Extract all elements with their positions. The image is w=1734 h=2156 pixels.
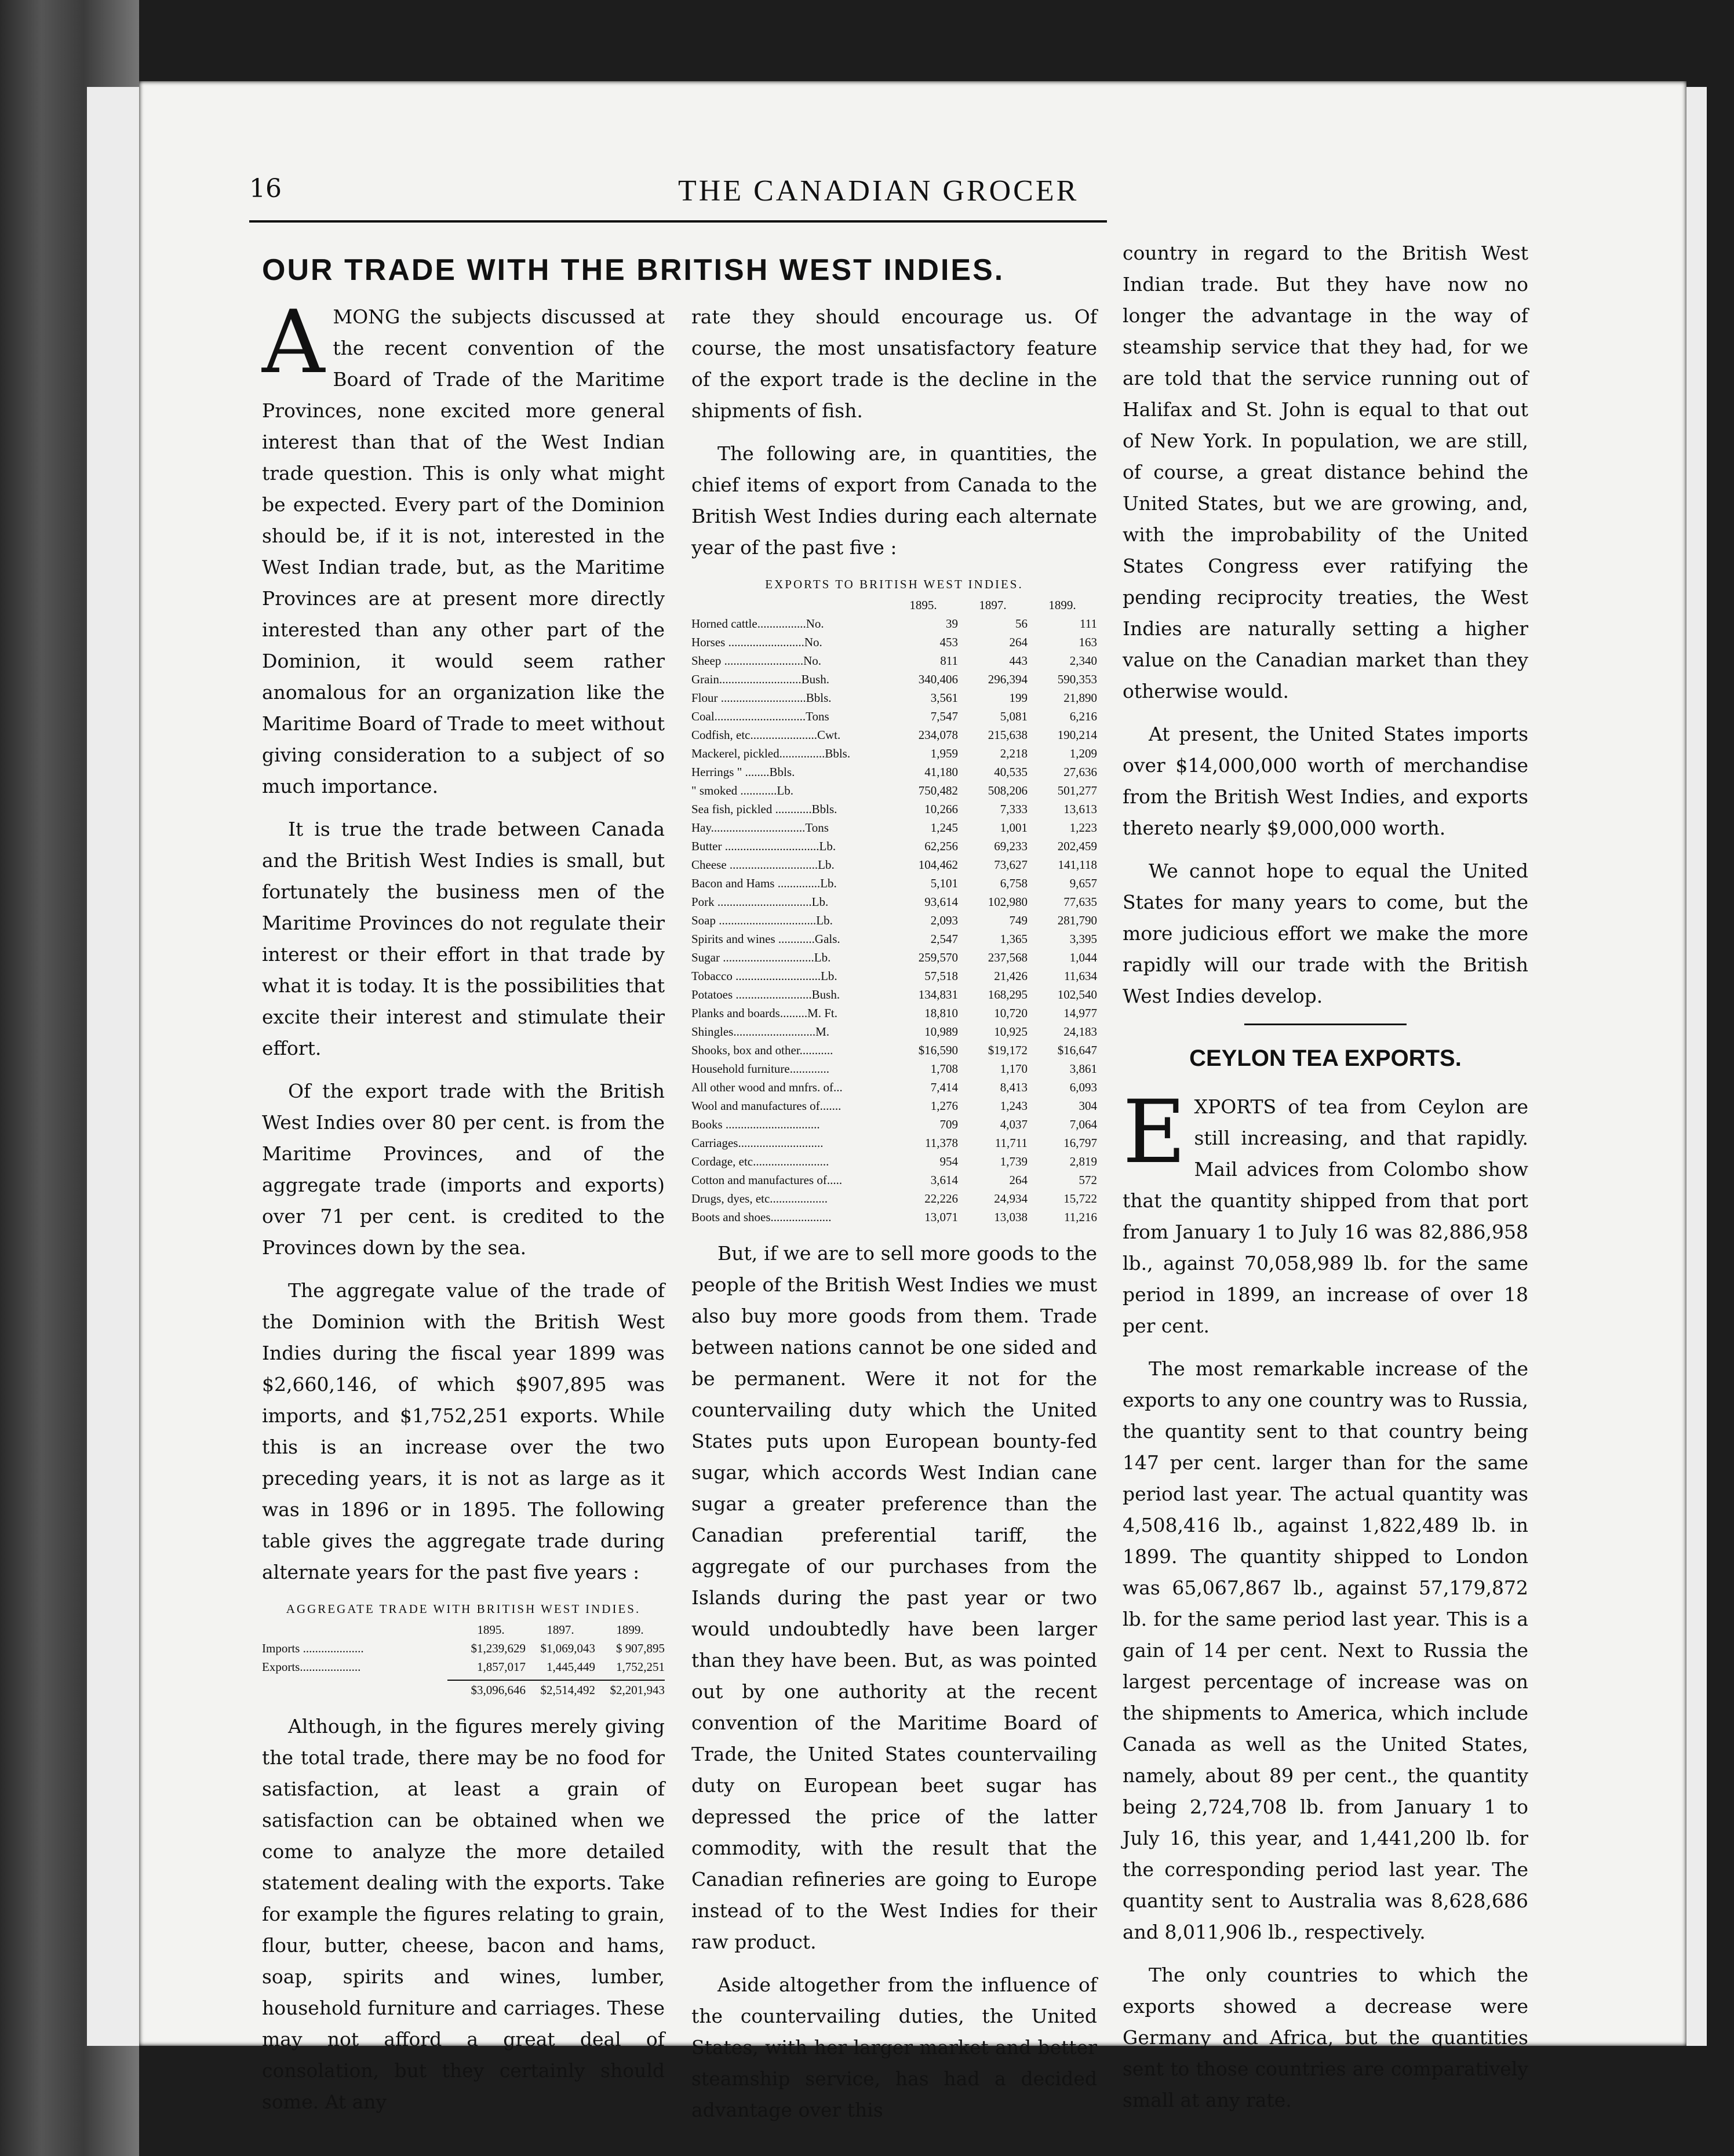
row-value: 5,101 (930, 876, 958, 890)
row-value: 93,614 (924, 895, 958, 909)
row-value: 590,353 (1057, 672, 1097, 686)
paragraph-intro: EXPORTS of tea from Ceylon are still increasing, and that rapidly. Mail advices from Colombo show that the quantity shipped from that port from January 1 to July 16 was 82,886,958 lb., against 70,058,989 lb. for the same period in 1899, an increase of over 18 per cent. (1123, 1082, 1528, 1337)
row-label: Horned cattle................No. (691, 617, 824, 631)
row-value: 4,037 (1000, 1117, 1028, 1131)
row-value: $16,590 (918, 1043, 958, 1057)
row-value: 750,482 (918, 784, 958, 797)
article-title-2: CEYLON TEA EXPORTS. (1189, 1046, 1462, 1071)
row-value: 69,233 (994, 839, 1028, 853)
row-value: 1,001 (1000, 821, 1028, 835)
table-row (262, 1658, 665, 1676)
row-value: 1,245 (930, 821, 958, 835)
row-label: " smoked ............Lb. (691, 784, 793, 797)
row-label: Shooks, box and other........... (691, 1043, 833, 1057)
row-value: 453 (939, 635, 958, 649)
row-value: 1,959 (930, 746, 958, 760)
paragraph: The aggregate value of the trade of the Dominion with the British West Indies during the fiscal year 1899 was $2,660,146, of which $907,895 was imports, and $1,752,251 exports. While this is an increase over the two preceding years, it is not as large as it was in 1896 or in 1895. The following table gives the aggregate trade during alternate years for the past five years : (262, 1279, 665, 1583)
table-row (691, 1152, 1097, 1171)
table-row (691, 707, 1097, 726)
table-row (691, 633, 1097, 651)
paragraph-intro: AMONG the subjects discussed at the recent convention of the Board of Trade of the Maritime Provinces, none excited more general interest than that of the West Indian trade question. This is only what might be expected. Every part of the Dominion should be, if it is not, interested in the West Indian trade, but, as the Maritime Provinces are at present more directly interested than any other part of the Dominion, it would seem rather anomalous for an organization like the Maritime Board of Trade to meet without giving consideration to a subject of so much importance. (262, 292, 665, 797)
row-value: 111 (1080, 617, 1097, 631)
row-value: 1,223 (1069, 821, 1097, 835)
row-value: 21,890 (1063, 691, 1097, 705)
row-value: 443 (1009, 654, 1028, 668)
row-value: 202,459 (1057, 839, 1097, 853)
row-label: Mackerel, pickled...............Bbls. (691, 746, 851, 760)
row-value: 1,739 (1000, 1155, 1028, 1168)
row-value: 8,413 (1000, 1080, 1028, 1094)
row-value: 281,790 (1057, 913, 1097, 927)
row-value: 572 (1079, 1173, 1097, 1187)
row-label: Butter ...............................Lb. (691, 839, 836, 853)
row-value: 57,518 (924, 969, 958, 983)
row-label: Sugar ..............................Lb. (691, 950, 831, 964)
row-label: Soap ................................Lb. (691, 913, 833, 927)
table-row (691, 689, 1097, 707)
row-value: 13,071 (924, 1210, 958, 1224)
row-label: Sea fish, pickled ............Bbls. (691, 802, 837, 816)
column-3 (1123, 238, 1528, 2128)
row-value: 1,708 (930, 1062, 958, 1076)
row-label: Cheese .............................Lb. (691, 858, 835, 872)
row-label: Potatoes .........................Bush. (691, 988, 840, 1001)
article-title: OUR TRADE WITH THE BRITISH WEST INDIES. (262, 253, 1005, 287)
row-value: 2,340 (1069, 654, 1097, 668)
row-value: 141,118 (1058, 858, 1097, 872)
row-value: 6,093 (1069, 1080, 1097, 1094)
row-label: Grain...........................Bush. (691, 672, 829, 686)
paragraph: Although, in the figures merely giving the total trade, there may be no food for satisfaction, at least a grain of satisfaction can be obtained when we come to analyze the more detailed statement dealing with the exports. Take for example the figures relating to grain, flour, butter, cheese, bacon and hams, soap, spirits and wines, lumber, household furniture and carriages. These may not afford a great deal of consolation, but they certainly should some. At any (262, 1715, 665, 2113)
row-value: 11,711 (995, 1136, 1028, 1150)
table-header-row: 1895. 1897. 1899. (477, 1623, 644, 1637)
row-value: 7,333 (1000, 802, 1028, 816)
row-label: Cordage, etc......................... (691, 1155, 829, 1168)
row-value: 62,256 (924, 839, 958, 853)
row-value: 1,365 (1000, 932, 1028, 946)
row-value: 234,078 (918, 728, 958, 742)
table-row (691, 818, 1097, 837)
table-row (691, 874, 1097, 893)
row-value: 6,216 (1069, 709, 1097, 723)
row-value: 9,657 (1069, 876, 1097, 890)
table-header-row: 1895. 1897. 1899. (909, 598, 1076, 612)
row-value: 1,276 (930, 1099, 958, 1113)
row-value: 709 (939, 1117, 958, 1131)
table-row (691, 911, 1097, 930)
row-label: Tobacco ............................Lb. (691, 969, 837, 983)
row-value: 259,570 (918, 950, 958, 964)
table-row (691, 1097, 1097, 1115)
row-label: Bacon and Hams ..............Lb. (691, 876, 837, 890)
page-number: 16 (249, 174, 282, 203)
paragraph: The only countries to which the exports showed a decrease were Germany and Africa, but the quantities sent to those countries are comparatively small at any rate. (1123, 1964, 1528, 2111)
row-value: 7,547 (930, 709, 958, 723)
row-value: 11,216 (1064, 1210, 1097, 1224)
row-value: 2,819 (1069, 1155, 1097, 1168)
row-value: 2,093 (930, 913, 958, 927)
row-value: 163 (1079, 635, 1097, 649)
row-value: $16,647 (1057, 1043, 1097, 1057)
row-value: 15,722 (1063, 1192, 1097, 1206)
row-label: Hay...............................Tons (691, 821, 829, 835)
row-value: 1,752,251 (616, 1660, 665, 1674)
row-value: 340,406 (918, 672, 958, 686)
row-value: 13,038 (994, 1210, 1028, 1224)
row-value: 14,977 (1063, 1006, 1097, 1020)
column-1 (262, 292, 665, 2129)
row-value: 1,209 (1069, 746, 1097, 760)
table-row (691, 948, 1097, 967)
row-value: 134,831 (918, 988, 958, 1001)
table-row (691, 1059, 1097, 1078)
row-value: 10,720 (994, 1006, 1028, 1020)
table-total-row: $3,096,646 $2,514,492 $2,201,943 (471, 1683, 665, 1697)
row-value: 199 (1009, 691, 1028, 705)
paragraph: Of the export trade with the British West Indies over 80 per cent. is from the Maritime Provinces, and of the aggregate trade (imports and exports) over 71 per cent. is credited to the Provinces down by the sea. (262, 1080, 665, 1259)
row-value: 215,638 (988, 728, 1028, 742)
table-row (691, 1189, 1097, 1208)
row-value: 5,081 (1000, 709, 1028, 723)
row-value: 13,613 (1063, 802, 1097, 816)
table-row (691, 614, 1097, 633)
row-value: 39 (946, 617, 958, 631)
row-value: 2,547 (930, 932, 958, 946)
row-value: 7,064 (1069, 1117, 1097, 1131)
row-value: 1,857,017 (477, 1660, 526, 1674)
row-value: 6,758 (1000, 876, 1028, 890)
row-value: 40,535 (994, 765, 1028, 779)
row-label: Imports .................... (262, 1641, 364, 1655)
row-value: 102,980 (988, 895, 1028, 909)
row-label: Herrings " ........Bbls. (691, 765, 795, 779)
row-value: 264 (1009, 635, 1028, 649)
row-value: 1,243 (1000, 1099, 1028, 1113)
row-label: Carriages............................ (691, 1136, 824, 1150)
row-label: Drugs, dyes, etc................... (691, 1192, 828, 1206)
row-value: 3,395 (1069, 932, 1097, 946)
table-row (691, 855, 1097, 874)
row-value: 3,861 (1069, 1062, 1097, 1076)
table-row (691, 1208, 1097, 1226)
table-row (691, 670, 1097, 689)
table-row (691, 1041, 1097, 1059)
page-header: THE CANADIAN GROCER (678, 174, 1079, 207)
row-label: Exports.................... (262, 1660, 361, 1674)
table-row (691, 1171, 1097, 1189)
column-2 (691, 301, 1097, 2137)
row-value: 1,170 (1000, 1062, 1028, 1076)
row-label: Shingles...........................M. (691, 1025, 830, 1039)
row-value: 237,568 (988, 950, 1028, 964)
row-value: 1,445,449 (547, 1660, 595, 1674)
table-row (691, 930, 1097, 948)
row-value: 296,394 (988, 672, 1028, 686)
row-value: 168,295 (988, 988, 1028, 1001)
row-value: 11,378 (925, 1136, 958, 1150)
row-value: 10,989 (924, 1025, 958, 1039)
table-row (691, 1078, 1097, 1097)
row-value: $19,172 (988, 1043, 1028, 1057)
table-row (691, 1115, 1097, 1134)
table-title: EXPORTS TO BRITISH WEST INDIES. (765, 577, 1023, 591)
row-value: 304 (1079, 1099, 1097, 1113)
row-value: 16,797 (1063, 1136, 1097, 1150)
row-value: 24,183 (1063, 1025, 1097, 1039)
row-value: 811 (940, 654, 958, 668)
row-value: 104,462 (918, 858, 958, 872)
paragraph: At present, the United States imports over $14,000,000 worth of merchandise from the British West Indies, and exports thereto nearly $9,000,000 worth. (1123, 723, 1528, 839)
row-value: 11,634 (1064, 969, 1097, 983)
row-label: Cotton and manufactures of..... (691, 1173, 843, 1187)
aggregate-trade-table (262, 1600, 665, 1699)
table-row (262, 1639, 665, 1658)
row-value: 77,635 (1063, 895, 1097, 909)
paragraph: But, if we are to sell more goods to the people of the British West Indies we must also buy more goods from them. Trade between nations cannot be one sided and be permanent. Were it not for the countervailing duty which the United States puts upon European bounty-fed sugar, which accords West Indian cane sugar a greater preference than the Canadian preferential tariff, the aggregate of our purchases from the Islands during the past year or two would undoubtedly have been larger than they have been. But, as was pointed out by one authority at the recent convention of the Maritime Board of Trade, the United States countervailing duty on European beet sugar has depressed the price of the latter commodity, with the result that the Canadian refineries are going to Europe instead of to the West Indies for their raw product. (691, 1242, 1097, 1953)
row-value: 3,614 (930, 1173, 958, 1187)
row-label: Spirits and wines ............Gals. (691, 932, 840, 946)
row-value: $ 907,895 (616, 1641, 665, 1655)
row-label: Codfish, etc......................Cwt. (691, 728, 841, 742)
row-value: 1,044 (1069, 950, 1097, 964)
drop-cap: E (1123, 1082, 1186, 1183)
row-label: Books ............................... (691, 1117, 820, 1131)
row-value: 41,180 (924, 765, 958, 779)
row-label: Flour ............................Bbls. (691, 691, 832, 705)
paragraph: We cannot hope to equal the United States for many years to come, but the more judicious effort we make the more rapidly will our trade with the British West Indies develop. (1123, 860, 1528, 1007)
row-value: 2,218 (1000, 746, 1028, 760)
row-value: 21,426 (994, 969, 1028, 983)
row-label: Pork ...............................Lb. (691, 895, 829, 909)
row-value: 73,627 (994, 858, 1028, 872)
row-label: Wool and manufactures of....... (691, 1099, 842, 1113)
exports-table (691, 575, 1097, 1226)
row-value: 264 (1009, 1173, 1028, 1187)
drop-cap: A (262, 292, 325, 393)
table-row (691, 893, 1097, 911)
table-row (691, 1134, 1097, 1152)
table-row (691, 837, 1097, 855)
row-label: Horses .........................No. (691, 635, 822, 649)
table-row (691, 781, 1097, 800)
table-row (691, 1004, 1097, 1022)
row-label: Coal..............................Tons (691, 709, 829, 723)
section-divider (1244, 1024, 1407, 1025)
row-value: 10,266 (924, 802, 958, 816)
paragraph: It is true the trade between Canada and the British West Indies is small, but fortunately the business men of the Maritime Provinces do not regulate their interest or their effort in that trade by what it is today. It is the possibilities that excite their interest and stimulate their effort. (262, 818, 665, 1059)
row-value: 501,277 (1057, 784, 1097, 797)
row-value: $1,239,629 (471, 1641, 526, 1655)
paragraph: Aside altogether from the influence of the countervailing duties, the United States, with her larger market and better steamship service, has had a decided advantage over this (691, 1973, 1097, 2121)
header-rule (249, 220, 1107, 223)
paragraph: The following are, in quantities, the chief items of export from Canada to the British West Indies during each alternate year of the past five : (691, 442, 1097, 559)
row-value: 22,226 (924, 1192, 958, 1206)
table-row (691, 985, 1097, 1004)
table-row (691, 726, 1097, 744)
row-label: Sheep ..........................No. (691, 654, 821, 668)
row-value: 18,810 (924, 1006, 958, 1020)
row-label: All other wood and mnfrs. of... (691, 1080, 843, 1094)
table-row (691, 763, 1097, 781)
row-value: 3,561 (930, 691, 958, 705)
paragraph: The most remarkable increase of the exports to any one country was to Russia, the quantity sent to that country being 147 per cent. larger than for the same period last year. The actual quantity was 4,508,416 lb., against 1,822,489 lb. in 1899. The quantity shipped to London was 65,067,867 lb., against 57,179,872 lb. for the same period last year. This is a gain of 14 per cent. Next to Russia the largest percentage of increase was on the shipments to America, which include Canada as well as the United States, namely, about 89 per cent., the quantity being 2,724,708 lb. from January 1 to July 16, this year, and 1,441,200 lb. for the corresponding period last year. The quantity sent to Australia was 8,628,686 and 8,011,906 lb., respectively. (1123, 1357, 1528, 1943)
paragraph: rate they should encourage us. Of course, the most unsatisfactory feature of the export trade is the decline in the shipments of fish. (691, 305, 1097, 422)
paragraph: country in regard to the British West Indian trade. But they have now no longer the advantage in the way of steamship service that they had, for we are told that the service running out of Halifax and St. John is equal to that out of New York. In population, we are still, of course, a great distance behind the United States, but we are growing, and, with the improbability of the United States Congress ever ratifying the pending reciprocity treaties, the West Indies are naturally setting a higher value on the Canadian market than they otherwise would. (1123, 242, 1528, 702)
table-row (691, 800, 1097, 818)
table-row (691, 967, 1097, 985)
row-value: 508,206 (988, 784, 1028, 797)
row-value: $1,069,043 (540, 1641, 595, 1655)
row-value: 56 (1015, 617, 1028, 631)
row-value: 102,540 (1057, 988, 1097, 1001)
table-row (691, 744, 1097, 763)
row-value: 10,925 (994, 1025, 1028, 1039)
row-value: 7,414 (930, 1080, 958, 1094)
table-title: AGGREGATE TRADE WITH BRITISH WEST INDIES. (286, 1602, 641, 1616)
table-row (691, 651, 1097, 670)
row-value: 27,636 (1063, 765, 1097, 779)
table-row (691, 1022, 1097, 1041)
row-label: Boots and shoes.................... (691, 1210, 832, 1224)
row-value: 24,934 (994, 1192, 1028, 1206)
row-value: 190,214 (1057, 728, 1097, 742)
row-value: 749 (1009, 913, 1028, 927)
row-value: 954 (939, 1155, 958, 1168)
row-label: Household furniture............. (691, 1062, 829, 1076)
row-label: Planks and boards.........M. Ft. (691, 1006, 837, 1020)
